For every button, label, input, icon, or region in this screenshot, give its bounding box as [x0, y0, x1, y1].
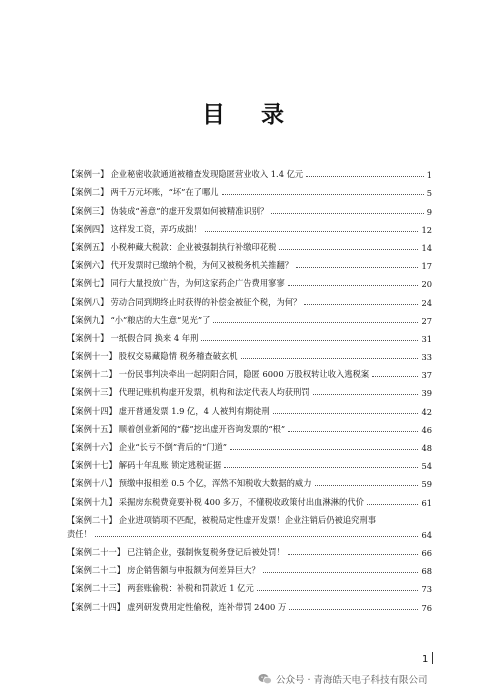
toc-page-number: 31 — [421, 333, 432, 344]
toc-page-number: 48 — [421, 443, 432, 453]
dot-leader — [306, 176, 424, 177]
toc-entry-title-continued: 责任！ — [67, 528, 92, 539]
dot-leader — [257, 590, 419, 591]
toc-entry[interactable] — [67, 398, 432, 416]
toc-entry[interactable] — [67, 289, 432, 307]
dot-leader — [288, 554, 419, 555]
toc-page-number: 33 — [421, 352, 432, 363]
toc-entry[interactable] — [67, 380, 432, 398]
toc-case-label: 【案例六】 — [67, 260, 109, 271]
toc-entry-title: 解码十年乱账 锁定逃税证据 — [118, 460, 221, 471]
toc-entry[interactable] — [67, 558, 432, 576]
dot-leader — [288, 285, 419, 286]
toc-page-number: 39 — [421, 388, 432, 399]
toc-entry[interactable] — [67, 362, 432, 380]
toc-case-label: 【案例二十】 — [67, 514, 117, 525]
toc-entry-continued[interactable] — [67, 526, 432, 540]
dot-leader — [279, 249, 418, 250]
toc-entry[interactable] — [67, 308, 432, 326]
watermark-text: 公众号 · 青海皓天电子科技有限公司 — [276, 675, 428, 686]
page-title: 目 录 — [201, 102, 298, 128]
toc-case-label: 【案例二】 — [67, 187, 109, 198]
toc-entry[interactable] — [67, 162, 432, 180]
toc-entry-title: 同行大量投放广告，为何这家药企广告费用寥寥 — [110, 278, 285, 289]
toc-entry[interactable] — [67, 417, 432, 435]
toc-entry[interactable] — [67, 508, 432, 526]
toc-case-label: 【案例十一】 — [67, 351, 117, 362]
dot-leader — [213, 322, 418, 323]
toc-entry-title: 股权交易藏隐情 税务稽查破玄机 — [118, 351, 238, 362]
dot-leader — [315, 485, 419, 486]
toc-case-label: 【案例二十一】 — [67, 546, 126, 557]
page-number-divider — [432, 652, 433, 664]
toc-page-number: 61 — [421, 497, 432, 508]
toc-entry-title: 预缴申报相差 0.5 个亿，浑然不知税收大数据的威力 — [118, 478, 312, 489]
dot-leader — [288, 431, 418, 432]
toc-case-label: 【案例十四】 — [67, 405, 117, 416]
toc-case-label: 【案例九】 — [67, 314, 109, 325]
toc-page-number: 76 — [421, 602, 432, 613]
toc-case-label: 【案例二十三】 — [67, 583, 126, 594]
toc-case-label: 【案例七】 — [67, 278, 109, 289]
toc-entry[interactable] — [67, 489, 432, 507]
dot-leader — [263, 572, 419, 573]
toc-entry-title: 这样发工资，弄巧成拙！ — [110, 223, 202, 234]
toc-entry[interactable] — [67, 326, 432, 344]
toc-page-number: 59 — [421, 479, 432, 490]
dot-leader — [367, 504, 419, 505]
dot-leader — [273, 413, 419, 414]
toc-case-label: 【案例十七】 — [67, 460, 117, 471]
toc-entry-title: 一份民事判决牵出一起阴阳合同，隐匿 6000 万股权转让收入逃税案 — [118, 369, 370, 380]
toc-page-number: 27 — [421, 315, 432, 326]
toc-entry[interactable] — [67, 540, 432, 558]
toc-case-label: 【案例十九】 — [67, 496, 117, 507]
toc-page-number: 64 — [421, 529, 432, 540]
toc-entry-title: 代理记账机构虚开发票，机构和法定代表人均获刑罚 — [118, 387, 310, 398]
toc-entry-title: 已注销企业，强制恢复税务登记后被处罚！ — [127, 546, 285, 557]
toc-entry[interactable] — [67, 198, 432, 216]
toc-case-label: 【案例一】 — [67, 169, 109, 180]
toc-entry-title: 代开发票时已缴纳个税，为何又被税务机关推翻？ — [110, 260, 294, 271]
dot-leader — [372, 376, 418, 377]
toc-case-label: 【案例三】 — [67, 205, 109, 216]
toc-case-label: 【案例十六】 — [67, 442, 117, 452]
toc-entry-title: 采掘房东税费竟要补税 400 多万，不懂税收政策付出血淋淋的代价 — [118, 496, 364, 507]
toc-page-number: 73 — [421, 584, 432, 595]
toc-page-number: 14 — [421, 242, 432, 253]
toc-page-number: 37 — [421, 370, 432, 381]
toc-entry-title: 虚开普通发票 1.9 亿，4 人被判有期徒刑 — [118, 405, 270, 416]
dot-leader — [205, 231, 419, 232]
dot-leader — [271, 213, 423, 214]
toc-case-label: 【案例二十四】 — [67, 601, 126, 612]
page-number: 1 — [422, 654, 429, 665]
toc-entry[interactable] — [67, 435, 432, 453]
toc-page-number: 66 — [421, 547, 432, 558]
watermark — [258, 672, 428, 686]
toc-entry-title: 企业进项销项不匹配，被税局定性虚开发票！企业注销后仍被追究刑事 — [118, 514, 377, 525]
toc-entry[interactable] — [67, 271, 432, 289]
toc-entry[interactable] — [67, 180, 432, 198]
wechat-icon — [258, 673, 272, 685]
toc-entry-title: 房企销售额与申报额为何差异巨大？ — [127, 565, 260, 576]
table-of-contents — [67, 162, 432, 613]
toc-entry[interactable] — [67, 576, 432, 594]
toc-entry-title: 虚列研发费用定性偷税，连补带罚 2400 万 — [127, 601, 287, 612]
toc-case-label: 【案例十二】 — [67, 369, 117, 380]
dot-leader — [230, 449, 418, 450]
toc-page-number: 1 — [426, 170, 432, 181]
toc-entry-title: 劳动合同到期终止时获得的补偿金被征个税，为何？ — [110, 296, 302, 307]
toc-case-label: 【案例十五】 — [67, 423, 117, 434]
toc-page-number: 54 — [421, 461, 432, 472]
toc-page-number: 20 — [421, 279, 432, 290]
dot-leader — [222, 194, 424, 195]
dot-leader — [95, 536, 419, 537]
dot-leader — [313, 394, 419, 395]
toc-entry[interactable] — [67, 453, 432, 471]
dot-leader — [289, 609, 418, 610]
toc-page-number: 24 — [421, 297, 432, 308]
toc-entry[interactable] — [67, 217, 432, 235]
toc-entry[interactable] — [67, 471, 432, 489]
toc-entry[interactable] — [67, 253, 432, 271]
toc-case-label: 【案例十三】 — [67, 387, 117, 398]
toc-entry-title: 企业“长亏不倒”背后的“门道” — [118, 442, 228, 452]
toc-entry-title: 伪装成“善意”的虚开发票如何被精准识别？ — [110, 205, 269, 216]
toc-entry-title: “小”粮店的大生意“见光”了 — [110, 314, 211, 325]
dot-leader — [241, 358, 419, 359]
toc-case-label: 【案例四】 — [67, 223, 109, 234]
dot-leader — [296, 267, 418, 268]
toc-entry[interactable] — [67, 235, 432, 253]
toc-case-label: 【案例五】 — [67, 241, 109, 252]
dot-leader — [201, 340, 418, 341]
toc-page-number: 12 — [421, 224, 432, 235]
toc-case-label: 【案例十八】 — [67, 478, 117, 489]
toc-page-number: 5 — [426, 188, 432, 199]
toc-page-number: 17 — [421, 261, 432, 272]
toc-entry[interactable] — [67, 344, 432, 362]
toc-entry-title: 两套账偷税：补税和罚款近 1 亿元 — [127, 583, 254, 594]
toc-entry[interactable] — [67, 594, 432, 612]
toc-entry-title: 小税种藏大税款：企业被强制执行补缴印花税 — [110, 241, 277, 252]
dot-leader — [224, 467, 418, 468]
toc-page-number: 42 — [421, 406, 432, 417]
toc-entry-title: 两千万元坏账，“坏”在了哪儿 — [110, 187, 219, 198]
dot-leader — [304, 304, 418, 305]
toc-page-number: 9 — [426, 206, 432, 217]
toc-entry-title: 顺着创业新闻的“藤”挖出虚开咨询发票的“根” — [118, 423, 286, 434]
toc-page-number: 46 — [421, 424, 432, 435]
toc-entry-title: 一纸假合同 换来 4 年刑 — [110, 332, 199, 343]
toc-case-label: 【案例二十二】 — [67, 565, 126, 576]
toc-entry-title: 企业秘密收款通道被稽查发现隐匿营业收入 1.4 亿元 — [110, 169, 304, 180]
toc-case-label: 【案例八】 — [67, 296, 109, 307]
toc-case-label: 【案例十】 — [67, 332, 109, 343]
toc-page-number: 68 — [421, 566, 432, 577]
